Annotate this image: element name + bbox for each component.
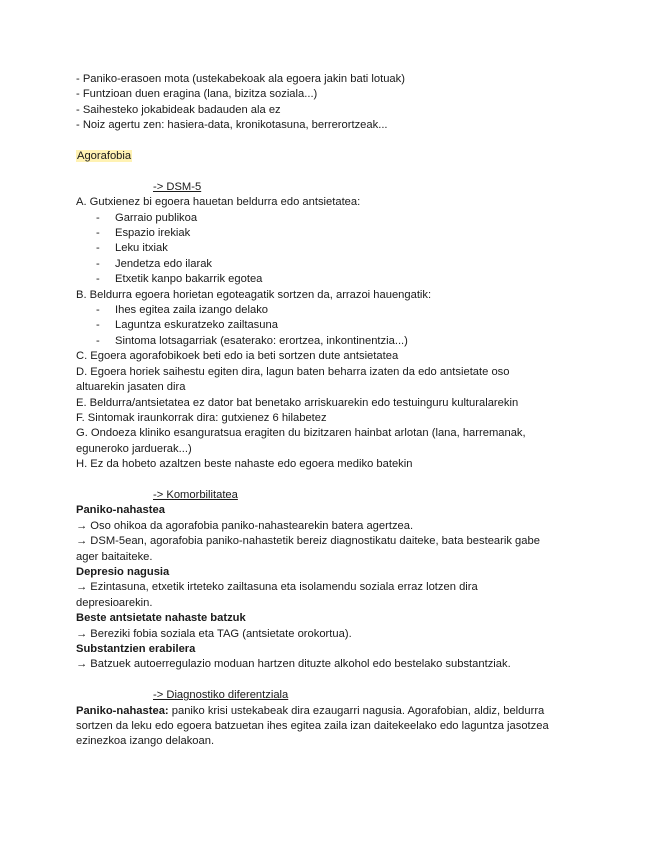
substantzia-title: Substantzien erabilera — [76, 642, 196, 655]
criterion-f: F. Sintomak iraunkorrak dira: gutxienez 6 hilabetez — [76, 411, 327, 424]
criterion-b-item: - Laguntza eskuratzeko zailtasuna — [96, 319, 278, 332]
intro-item: - Funtzioan duen eragina (lana, bizitza soziala...) — [76, 88, 318, 101]
criterion-a-item: - Garraio publikoa — [96, 211, 198, 224]
intro-item: - Saihesteko jokabideak badauden ala ez — [76, 103, 281, 116]
substantzia-point: → Batzuek autoerregulazio moduan hartzen dituzte alkohol edo bestelako substantziak. — [76, 658, 511, 671]
intro-item: - Paniko-erasoen mota (ustekabekoak ala egoera jakin bati lotuak) — [76, 73, 405, 85]
criterion-b-item: - Sintoma lotsagarriak (esaterako: erortzea, inkontinentzia...) — [96, 334, 408, 347]
criterion-b-item: - Ihes egitea zaila izango delako — [96, 304, 269, 317]
agorafobia-title: Agorafobia — [77, 150, 132, 163]
paniko-point: → DSM-5ean, agorafobia paniko-nahastetik bereiz diagnostikatu daiteke, bata bestearik gabe — [76, 535, 540, 548]
paniko-title: Paniko-nahastea — [76, 504, 165, 517]
beste-point: → Bereziki fobia soziala eta TAG (antsietate orokortua). — [76, 627, 352, 640]
criterion-g: G. Ondoeza kliniko esanguratsua eragiten du bizitzaren hainbat arlotan (lana, harremanak, — [76, 427, 526, 440]
diagnostiko-heading: -> Diagnostiko diferentziala — [153, 689, 289, 702]
depresio-title: Depresio nagusia — [76, 565, 170, 578]
criterion-a-item: - Leku itxiak — [96, 242, 168, 255]
diagnostiko-paragraph-line: sortzen da leku edo egoera batzuetan ihes egitea zaila izan daitekeelako edo laguntza jasotzea — [76, 720, 549, 732]
paniko-point: → Oso ohikoa da agorafobia paniko-nahastearekin batera agertzea. — [76, 519, 414, 532]
criterion-a: A. Gutxienez bi egoera hauetan beldurra edo antsietatea: — [76, 196, 361, 209]
criterion-a-item: - Jendetza edo ilarak — [96, 257, 213, 270]
criterion-a-item: - Etxetik kanpo bakarrik egotea — [96, 273, 263, 286]
criterion-g-cont: eguneroko jarduerak...) — [76, 442, 192, 455]
depresio-point-cont: depresioarekin. — [76, 596, 153, 609]
paniko-point-cont: ager baitaiteke. — [76, 550, 153, 563]
diagnostiko-paragraph-line: ezinezkoa izango delakoan. — [76, 735, 215, 748]
diagnostiko-paniko-label: Paniko-nahastea: — [76, 704, 169, 717]
komorbilitatea-heading: -> Komorbilitatea — [153, 488, 238, 501]
criterion-d-cont: altuarekin jasaten dira — [76, 381, 186, 394]
criterion-h: H. Ez da hobeto azaltzen beste nahaste edo egoera mediko batekin — [76, 458, 413, 471]
depresio-point: → Ezintasuna, etxetik irteteko zailtasuna eta isolamendu soziala erraz lotzen dira — [76, 581, 478, 594]
dsm-heading: -> DSM-5 — [153, 180, 202, 193]
criterion-c: C. Egoera agorafobikoek beti edo ia beti sortzen dute antsietatea — [76, 350, 399, 363]
criterion-b: B. Beldurra egoera horietan egoteagatik sortzen da, arrazoi hauengatik: — [76, 288, 432, 301]
beste-title: Beste antsietate nahaste batzuk — [76, 612, 246, 625]
diagnostiko-paragraph-line: Paniko-nahastea: paniko krisi ustekabeak dira ezaugarri nagusia. Agorafobian, aldiz, beldurra — [76, 704, 545, 717]
document-page — [76, 72, 576, 750]
criterion-e: E. Beldurra/antsietatea ez dator bat benetako arriskuarekin edo testuinguru kulturalarekin — [76, 396, 519, 409]
criterion-d: D. Egoera horiek saihestu egiten dira, lagun baten beharra izaten da edo antsietate oso — [76, 365, 510, 378]
intro-item: - Noiz agertu zen: hasiera-data, kronikotasuna, berrerortzeak... — [76, 119, 388, 132]
criterion-a-item: - Espazio irekiak — [96, 227, 191, 240]
